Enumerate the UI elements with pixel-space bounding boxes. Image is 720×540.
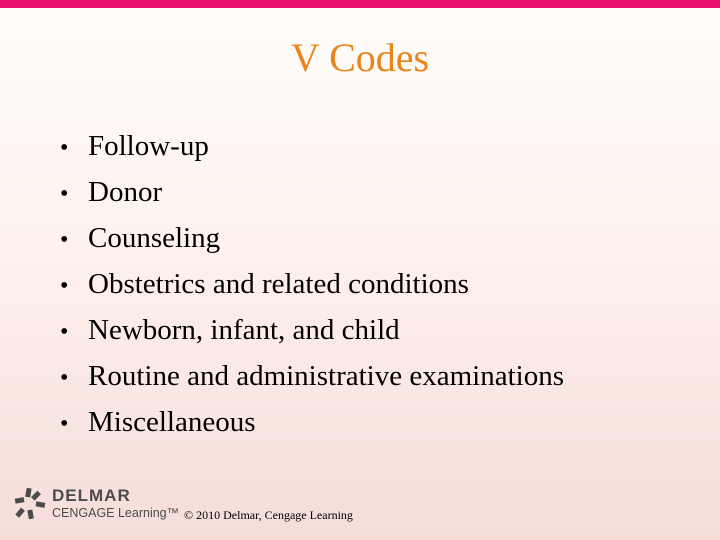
bullet-marker: • <box>60 319 69 345</box>
slide-title: V Codes <box>290 35 430 80</box>
logo-name: DELMAR <box>52 486 131 505</box>
bullet-text: Obstetrics and related conditions <box>88 268 469 300</box>
bullet-item <box>60 128 564 174</box>
bullet-item <box>60 266 564 312</box>
bullet-item <box>60 220 564 266</box>
bullet-marker: • <box>60 135 69 161</box>
delmar-logo-icon <box>12 486 48 522</box>
bullet-text: Follow-up <box>88 130 209 162</box>
bullet-text: Newborn, infant, and child <box>88 314 400 346</box>
bullet-text: Counseling <box>88 222 221 254</box>
bullet-text: Routine and administrative examinations <box>88 360 564 392</box>
logo-subtitle: CENGAGE Learning™ <box>52 506 180 520</box>
bullet-item <box>60 174 564 220</box>
bullet-list <box>60 128 564 450</box>
top-accent-bar <box>0 0 720 8</box>
bullet-item <box>60 404 564 450</box>
bullet-marker: • <box>60 181 69 207</box>
publisher-logo <box>12 486 182 526</box>
bullet-item <box>60 312 564 358</box>
bullet-text: Donor <box>88 176 163 208</box>
bullet-marker: • <box>60 411 69 437</box>
bullet-marker: • <box>60 273 69 299</box>
bullet-item <box>60 358 564 404</box>
bullet-marker: • <box>60 365 69 391</box>
bullet-text: Miscellaneous <box>88 406 256 438</box>
bullet-marker: • <box>60 227 69 253</box>
copyright-notice: © 2010 Delmar, Cengage Learning <box>184 508 353 522</box>
